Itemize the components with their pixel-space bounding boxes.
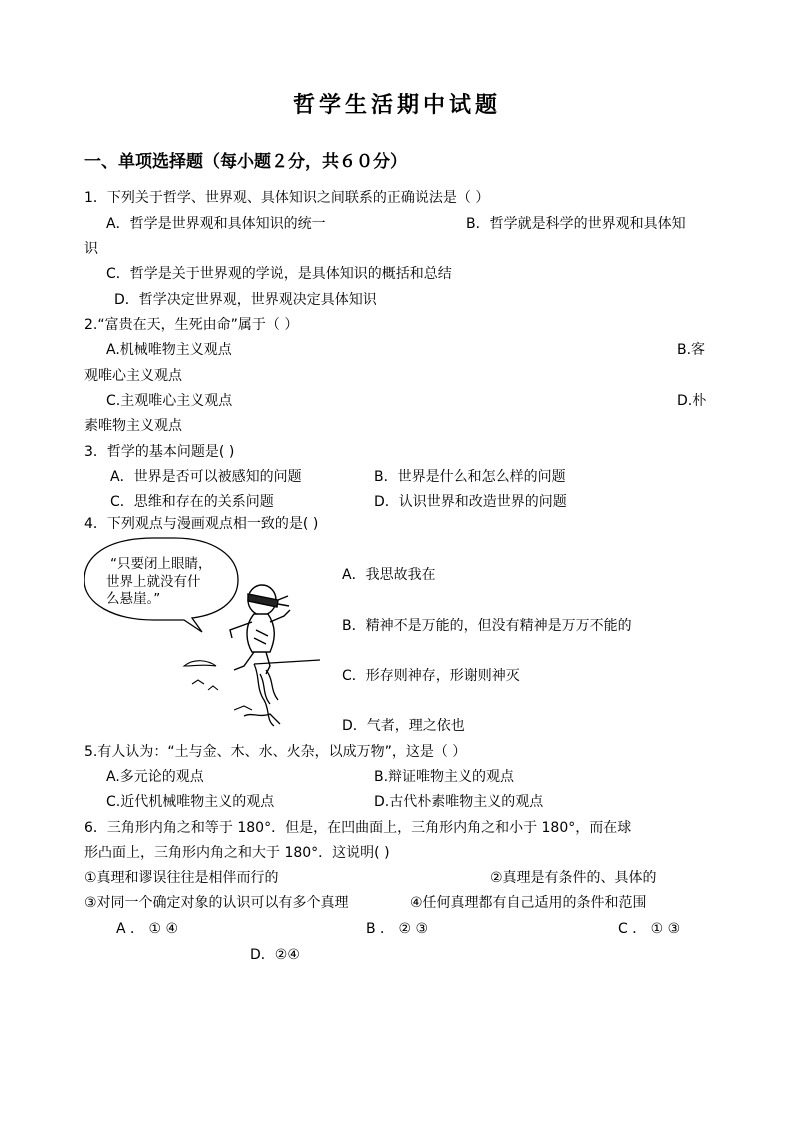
q5-option-d: D.古代朴素唯物主义的观点 [374, 794, 544, 810]
q2-option-c: C.主观唯心主义观点 [106, 393, 233, 409]
q1-option-b-wrap: 识 [84, 241, 98, 257]
cliff-icon [244, 660, 320, 726]
q6-option-c: C ． ① ③ [618, 921, 681, 937]
q2-option-d-wrap: 素唯物主义观点 [84, 418, 182, 434]
q4-option-c: C．形存则神存，形谢则神灭 [342, 668, 520, 684]
q1-stem: 1．下列关于哲学、世界观、具体知识之间联系的正确说法是（ ） [84, 190, 490, 206]
q3-stem: 3．哲学的基本问题是( ) [84, 444, 235, 460]
q6-statement-3: ③对同一个确定对象的认识可以有多个真理 [84, 895, 349, 911]
bubble-line-2: 世界上就没有什 [106, 574, 201, 590]
q4-option-d: D．气者，理之依也 [342, 718, 465, 734]
q1-option-d: D．哲学决定世界观，世界观决定具体知识 [114, 292, 377, 308]
q3-option-a: A．世界是否可以被感知的问题 [110, 469, 302, 485]
bubble-line-1: “只要闭上眼睛， [110, 556, 212, 572]
q1-option-c: C．哲学是关于世界观的学说，是具体知识的概括和总结 [106, 266, 452, 282]
q4-option-b: B．精神不是万能的，但没有精神是万万不能的 [342, 618, 632, 634]
q3-option-c: C．思维和存在的关系问题 [110, 494, 274, 510]
q5-option-c: C.近代机械唯物主义的观点 [106, 794, 275, 810]
q6-option-d: D．②④ [250, 947, 300, 963]
q6-statement-2: ②真理是有条件的、具体的 [490, 870, 657, 886]
q6-stem-line-2: 形凸面上，三角形内角之和大于 180°．这说明( ) [84, 845, 390, 861]
q2-stem: 2.“富贵在天，生死由命”属于（ ） [84, 317, 299, 333]
q6-statement-1: ①真理和谬误往往是相伴而行的 [84, 870, 279, 886]
q3-option-d: D．认识世界和改造世界的问题 [374, 494, 567, 510]
section-heading: 一、单项选择题（每小题２分，共６０分） [84, 152, 407, 172]
q1-option-b: B．哲学就是科学的世界观和具体知 [466, 216, 686, 232]
q6-option-b: B ． ② ③ [366, 921, 429, 937]
q4-option-a: A．我思故我在 [342, 567, 436, 583]
q5-option-a: A.多元论的观点 [106, 769, 204, 785]
q2-option-b-wrap: 观唯心主义观点 [84, 368, 182, 384]
q2-option-b: B.客 [677, 342, 706, 358]
q4-stem: 4．下列观点与漫画观点相一致的是( ) [84, 516, 319, 532]
q5-option-b: B.辩证唯物主义的观点 [374, 769, 515, 785]
cartoon-figure [84, 534, 324, 729]
q2-option-a: A.机械唯物主义观点 [106, 342, 232, 358]
q5-stem: 5.有人认为：“土与金、木、水、火杂，以成万物”，这是（ ） [84, 744, 467, 760]
q3-option-b: B．世界是什么和怎么样的问题 [374, 469, 566, 485]
q1-option-a: A．哲学是世界观和具体知识的统一 [106, 216, 326, 232]
q2-option-d: D.朴 [677, 393, 707, 409]
blindfolded-person-icon [230, 585, 290, 674]
page-title: 哲学生活期中试题 [292, 92, 501, 118]
birds-icon [184, 661, 252, 710]
q6-stem-line-1: 6．三角形内角之和等于 180°．但是，在凹曲面上，三角形内角之和小于 180°，而在球 [84, 820, 632, 836]
q6-option-a: A ． ① ④ [116, 921, 179, 937]
bubble-line-3: 么悬崖。” [106, 591, 161, 607]
q6-statement-4: ④任何真理都有自己适用的条件和范围 [410, 895, 647, 911]
